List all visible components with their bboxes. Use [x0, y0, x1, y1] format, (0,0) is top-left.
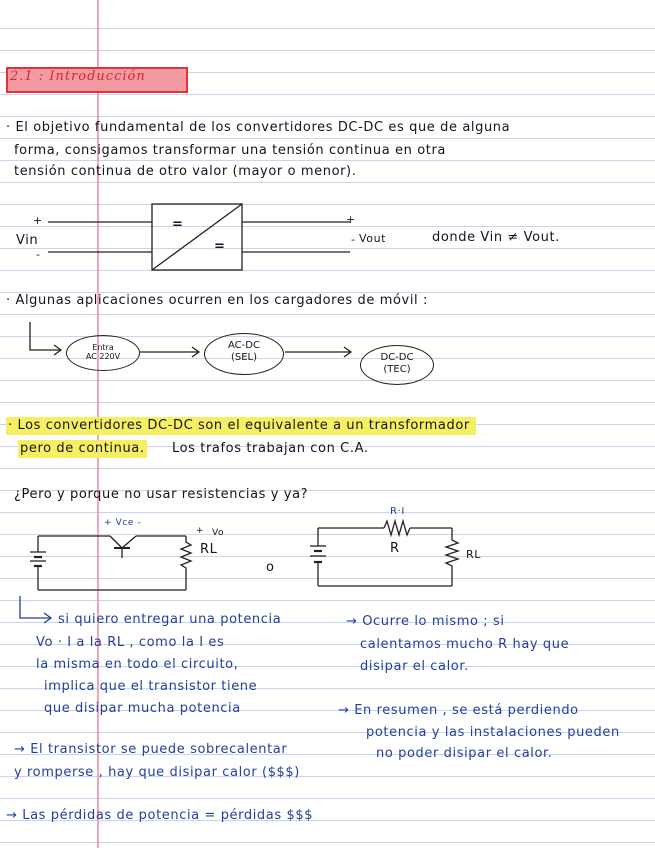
right-note-1: → Ocurre lo mismo ; si — [346, 614, 505, 629]
left-note-3: la misma en todo el circuito, — [36, 657, 239, 672]
rl-label-circuit-2: RL — [466, 548, 481, 561]
node-dc-dc-line2: (TEC) — [383, 364, 411, 375]
transformer-line-2-rest: Los trafos trabajan con C.A. — [172, 441, 369, 456]
vout-minus-sign: - — [351, 233, 356, 246]
left-note-4: implica que el transistor tiene — [44, 679, 258, 694]
left-note-7: y romperse , hay que disipar calor ($$$) — [14, 765, 300, 780]
node-ac-dc-line2: (SEL) — [230, 352, 258, 363]
vin-plus-sign: + — [33, 214, 43, 227]
right-note-5: potencia y las instalaciones pueden — [366, 725, 620, 740]
vin-neq-vout-note: donde Vin ≠ Vout. — [432, 230, 560, 245]
vce-label: + Vce - — [104, 518, 142, 528]
node-input-ac-line1: Entra — [92, 343, 114, 352]
node-dc-dc-line1: DC-DC — [380, 352, 414, 363]
circuit-separator: o — [266, 560, 275, 575]
section-heading: 2.1 : Introducción — [10, 69, 146, 84]
vout-label: Vout — [359, 232, 387, 245]
question-line: ¿Pero y porque no usar resistencias y ya? — [14, 487, 309, 502]
vo-label: Vo — [212, 528, 225, 538]
ri-voltage-label: R·I — [390, 506, 405, 517]
applications-line: · Algunas aplicaciones ocurren en los cargadores de móvil : — [6, 293, 428, 308]
vout-plus-sign: + — [346, 213, 356, 226]
node-ac-dc-line1: AC-DC — [228, 340, 260, 351]
vin-minus-sign: - — [36, 248, 41, 261]
conclusion-line: → Las pérdidas de potencia = pérdidas $$$ — [6, 808, 314, 823]
right-note-3: disipar el calor. — [360, 659, 469, 674]
node-input-ac-line2: AC 220V — [85, 352, 121, 361]
intro-line-2: forma, consigamos transformar una tensión continua en otra — [14, 143, 446, 158]
right-note-2: calentamos mucho R hay que — [360, 637, 570, 652]
left-note-1: si quiero entregar una potencia — [58, 612, 282, 627]
rl-label-circuit-1: RL — [200, 542, 218, 557]
left-note-6: → El transistor se puede sobrecalentar — [14, 742, 288, 757]
block-dc-input-symbol: = — [172, 217, 184, 232]
transformer-line-2-highlight: pero de continua. — [20, 441, 145, 456]
intro-line-1: · El objetivo fundamental de los convertidores DC-DC es que de alguna — [6, 120, 511, 135]
block-dc-output-symbol: = — [214, 239, 226, 254]
rl-plus-sign: + — [196, 526, 205, 536]
vin-label: Vin — [16, 233, 39, 248]
right-note-4: → En resumen , se está perdiendo — [338, 703, 579, 718]
transformer-line-1: · Los convertidores DC-DC son el equivalente a un transformador — [6, 417, 476, 435]
left-note-2: Vo · I a la RL , como la I es — [36, 635, 225, 650]
left-note-5: que disipar mucha potencia — [44, 701, 241, 716]
r-label: R — [390, 541, 400, 556]
right-note-6: no poder disipar el calor. — [376, 746, 553, 761]
intro-line-3: tensión continua de otro valor (mayor o menor). — [14, 164, 357, 179]
